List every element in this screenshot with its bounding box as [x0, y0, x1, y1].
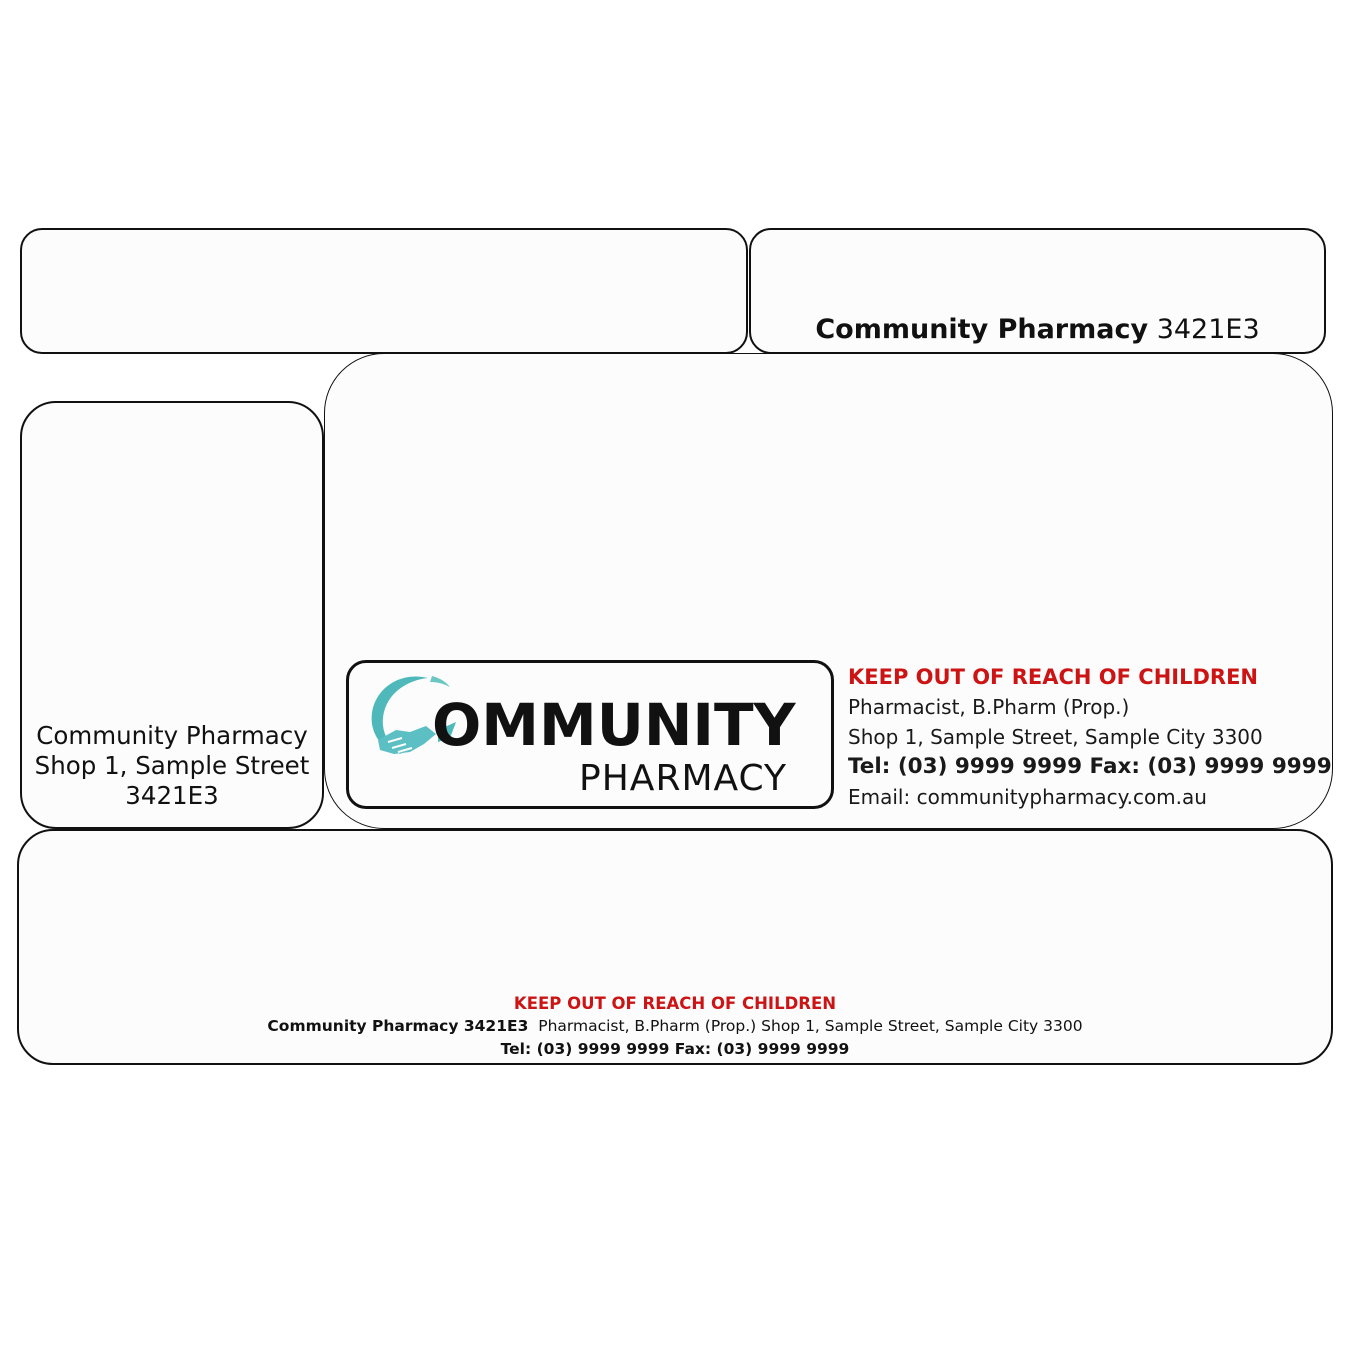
label-field-left	[20, 401, 324, 829]
logo-subtitle: PHARMACY	[579, 758, 787, 799]
pharmacy-info-block	[848, 662, 1332, 812]
bottom-phone-fax-text: Tel: (03) 9999 9999 Fax: (03) 9999 9999	[500, 1040, 850, 1058]
pharmacist-line: Pharmacist, B.Pharm (Prop.)	[848, 695, 1130, 719]
left-line-address: Shop 1, Sample Street	[34, 751, 310, 780]
label-field-top-right	[749, 228, 1326, 354]
bottom-pharmacy-name: Community Pharmacy 3421E3	[267, 1017, 529, 1035]
pharmacy-logo	[346, 660, 834, 809]
logo-wordmark: OMMUNITY	[432, 691, 796, 759]
bottom-info-block	[17, 992, 1333, 1061]
pharmacy-code: 3421E3	[1156, 314, 1260, 345]
pharmacy-id-label	[751, 314, 1324, 345]
child-warning: KEEP OUT OF REACH OF CHILDREN	[848, 665, 1258, 689]
bottom-pharmacist-address: Pharmacist, B.Pharm (Prop.) Shop 1, Sample Street, Sample City 3300	[538, 1017, 1083, 1035]
left-line-name: Community Pharmacy	[36, 721, 308, 750]
pharmacy-name: Community Pharmacy	[815, 314, 1149, 345]
label-field-top-left	[20, 228, 748, 354]
address-line: Shop 1, Sample Street, Sample City 3300	[848, 725, 1263, 749]
bottom-child-warning: KEEP OUT OF REACH OF CHILDREN	[513, 994, 837, 1013]
bottom-pharmacy-line	[17, 1015, 1333, 1038]
bottom-phone-fax	[17, 1038, 1333, 1061]
left-line-code: 3421E3	[125, 781, 219, 810]
phone-fax-line: Tel: (03) 9999 9999 Fax: (03) 9999 9999	[848, 754, 1332, 779]
left-address-block	[22, 721, 322, 811]
email-line: Email: communitypharmacy.com.au	[848, 785, 1207, 809]
